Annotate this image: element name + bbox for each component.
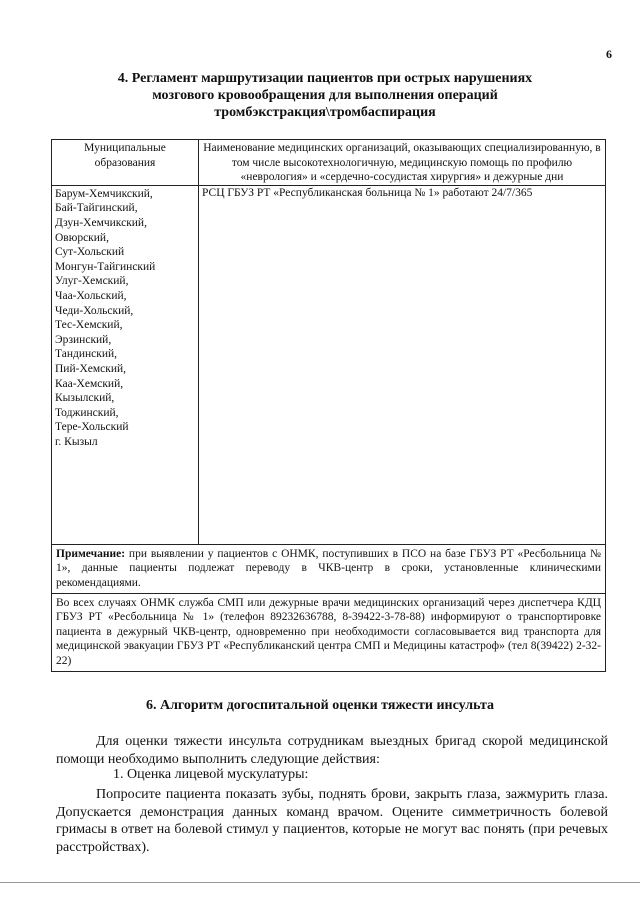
organization-cell: РСЦ ГБУЗ РТ «Республиканская больница № 1» работают 24/7/365 — [199, 185, 606, 544]
list-item: Улуг-Хемский, — [55, 275, 129, 288]
section-6-title: 6. Алгоритм догоспитальной оценки тяжести инсульта — [145, 698, 495, 713]
note-text: при выявлении у пациентов с ОНМК, поступивших в ПСО на базе ГБУЗ РТ «Ресбольница № 1», данные пациенты подлежат переводу в ЧКВ-центр в сроки, установленные клиническими рекомендациями. — [56, 547, 601, 589]
routing-table — [51, 139, 606, 672]
list-item: Кызылский, — [55, 392, 115, 405]
list-item: Тере-Хольский — [55, 421, 129, 434]
note-label: Примечание: — [56, 547, 126, 560]
list-item: Тоджинский, — [55, 406, 119, 419]
item-1-text: Попросите пациента показать зубы, поднять брови, закрыть глаза, зажмурить глаза. Допускается демонстрация данных команд врачом. Оцените симметричность болевой гримасы в ответ на болевой стимул у пациентов, которые не могут вас понять (при речевых расстройствах). — [56, 787, 608, 855]
bottom-divider — [0, 882, 640, 883]
list-item: Сут-Хольский — [55, 246, 125, 259]
section-4-title-line-3: тромбэкстракция\тромбаспирация — [214, 105, 436, 120]
header-municipalities: Муниципальные образования — [52, 140, 199, 186]
item-1-heading: 1. Оценка лицевой мускулатуры: — [113, 767, 309, 782]
list-item: Тес-Хемский, — [55, 319, 123, 332]
list-item: Чеди-Хольский, — [55, 304, 134, 317]
list-item: Бай-Тайгинский, — [55, 202, 138, 215]
list-item: Дзун-Хемчикский, — [55, 216, 147, 229]
page-number: 6 — [606, 47, 612, 61]
regions-cell — [52, 185, 199, 544]
regions-list — [55, 186, 195, 450]
note-cell — [52, 544, 606, 593]
smp-cell: Во всех случаях ОНМК служба СМП или дежурные врачи медицинских организаций через диспетчера КДЦ ГБУЗ РТ «Ресбольница № 1» (телефон 89232636788, 8-39422-3-78-88) информируют о транспортировке пациента в дежурный ЧКВ-центр, одновременно при необходимости согласовывается вид транспорта для медицинской эвакуации ГБУЗ РТ «Республиканский центра СМП и Медицины катастроф» (тел 8(39422) 2-32-22) — [52, 593, 606, 671]
list-item: Тандинский, — [55, 348, 118, 361]
table-row — [52, 185, 606, 544]
header-organizations: Наименование медицинских организаций, оказывающих специализированную, в том числе высокотехнологичную, медицинскую помощь по профилю «неврология» и «сердечно-сосудистая хирургия» и дежурные дни — [199, 140, 606, 186]
section-4-title-line-1: 4. Регламент маршрутизации пациентов при острых нарушениях — [117, 71, 533, 86]
list-item: Каа-Хемский, — [55, 377, 124, 390]
list-item: Овюрский, — [55, 231, 109, 244]
section-4-title-line-2: мозгового кровообращения для выполнения операций — [152, 88, 498, 103]
list-item: Барум-Хемчикский, — [55, 187, 153, 200]
note-row — [52, 544, 606, 593]
list-item: г. Кызыл — [55, 435, 98, 448]
list-item: Монгун-Тайгинский — [55, 260, 156, 273]
list-item: Эрзинский, — [55, 333, 112, 346]
table-header-row — [52, 140, 606, 186]
section-6-intro: Для оценки тяжести инсульта сотрудникам выездных бригад скорой медицинской помощи необходимо выполнить следующие действия: — [56, 734, 608, 767]
list-item: Пий-Хемский, — [55, 362, 127, 375]
section-4-title — [60, 70, 590, 121]
smp-row — [52, 593, 606, 671]
list-item: Чаа-Хольский, — [55, 289, 127, 302]
